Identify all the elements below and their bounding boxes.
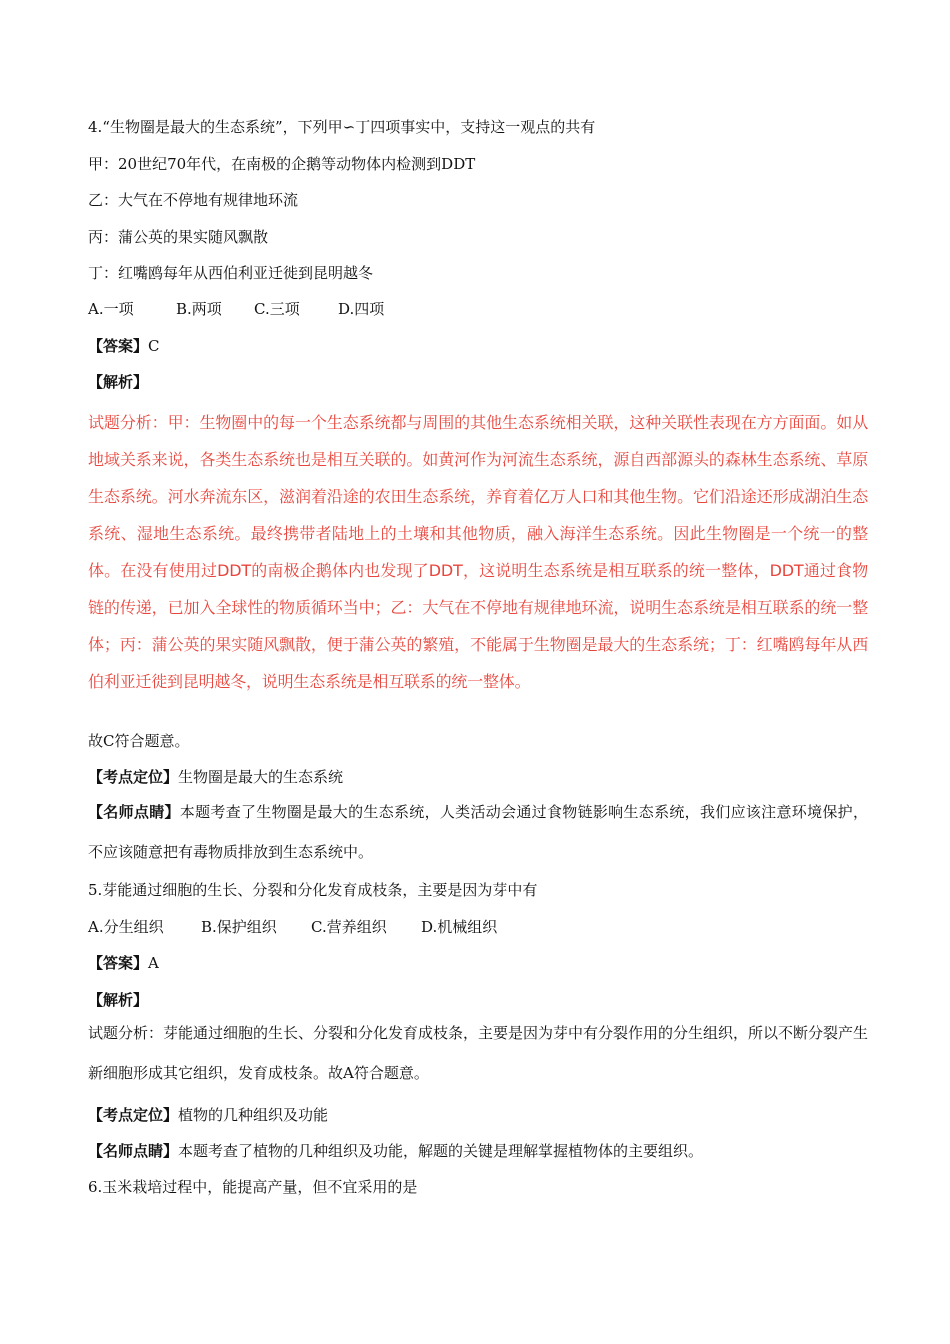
q4-item-jia: 甲：20世纪70年代，在南极的企鹅等动物体内检测到DDT [88, 155, 476, 173]
q5-option-a: A.分生组织 [88, 918, 164, 936]
q5-kaodian-text: 植物的几种组织及功能 [178, 1106, 329, 1124]
q4-option-c: C.三项 [254, 300, 300, 318]
q4-answer [88, 336, 160, 356]
q5-analysis-text: 试题分析：芽能通过细胞的生长、分裂和分化发育成枝条，主要是因为芽中有分裂作用的分生组织，所以不断分裂产生新细胞形成其它组织，发育成枝条。故A符合题意。 [88, 1024, 869, 1082]
q5-mingshi [88, 1141, 703, 1161]
q4-option-b: B.两项 [176, 300, 222, 318]
q4-analysis-label: 【解析】 [88, 373, 149, 391]
q5-kaodian-label: 【考点定位】 [88, 1106, 179, 1124]
q5-stem: 5.芽能通过细胞的生长、分裂和分化发育成枝条，主要是因为芽中有 [88, 881, 538, 899]
q4-kaodian-text: 生物圈是最大的生态系统 [178, 768, 344, 786]
q4-item-yi: 乙：大气在不停地有规律地环流 [88, 191, 299, 209]
q5-option-c: C.营养组织 [311, 918, 387, 936]
q4-analysis-text: 试题分析：甲：生物圈中的每一个生态系统都与周围的其他生态系统相关联，这种关联性表现在方方面面。如从地域关系来说，各类生态系统也是相互关联的。如黄河作为河流生态系统，源自西部源头的森林生态系统、草原生态系统。河水奔流东区，滋润着沿途的农田生态系统，养育着亿万人口和其他生物。它们沿途还形成湖泊生态系统、湿地生态系统。最终携带者陆地上的土壤和其他物质，融入海洋生态系统。因此生物圈是一个统一的整体。在没有使用过DDT的南极企鹅体内也发现了DDT，这说明生态系统是相互联系的统一整体，DDT通过食物链的传递，已加入全球性的物质循环当中；乙：大气在不停地有规律地环流，说明生态系统是相互联系的统一整体；丙：蒲公英的果实随风飘散，便于蒲公英的繁殖，不能属于生物圈是最大的生态系统；丁：红嘴鸥每年从西伯利亚迁徙到昆明越冬，说明生态系统是相互联系的统一整体。 [88, 413, 868, 691]
q5-answer [88, 953, 159, 973]
q5-analysis-label: 【解析】 [88, 991, 149, 1009]
q5-kaodian [88, 1105, 328, 1125]
q5-answer-label: 【答案】 [88, 954, 149, 972]
q5-answer-value: A [148, 954, 159, 972]
q4-option-a: A.一项 [88, 300, 134, 318]
q4-options [88, 299, 384, 319]
q5-mingshi-text: 本题考查了植物的几种组织及功能，解题的关键是理解掌握植物体的主要组织。 [178, 1142, 704, 1160]
q4-answer-label: 【答案】 [88, 337, 149, 355]
q4-answer-value: C [148, 337, 160, 355]
q5-option-b: B.保护组织 [201, 918, 277, 936]
q4-stem: 4.“生物圈是最大的生态系统”，下列甲∽丁四项事实中，支持这一观点的共有 [88, 118, 596, 136]
q5-mingshi-label: 【名师点睛】 [88, 1142, 179, 1160]
q5-options [88, 917, 497, 937]
q4-kaodian-label: 【考点定位】 [88, 768, 179, 786]
q4-conclusion: 故C符合题意。 [88, 732, 190, 750]
q5-option-d: D.机械组织 [421, 918, 498, 936]
q4-item-ding: 丁：红嘴鸥每年从西伯利亚迁徙到昆明越冬 [88, 264, 374, 282]
q4-option-d: D.四项 [338, 300, 385, 318]
q4-mingshi-text: 本题考查了生物圈是最大的生态系统，人类活动会通过食物链影响生态系统，我们应该注意环境保护，不应该随意把有毒物质排放到生态系统中。 [88, 803, 868, 861]
q4-kaodian [88, 767, 343, 787]
q6-stem: 6.玉米栽培过程中，能提高产量，但不宜采用的是 [88, 1178, 418, 1196]
q4-item-bing: 丙：蒲公英的果实随风飘散 [88, 228, 269, 246]
q4-mingshi [88, 792, 868, 872]
q4-mingshi-label: 【名师点睛】 [88, 803, 180, 821]
